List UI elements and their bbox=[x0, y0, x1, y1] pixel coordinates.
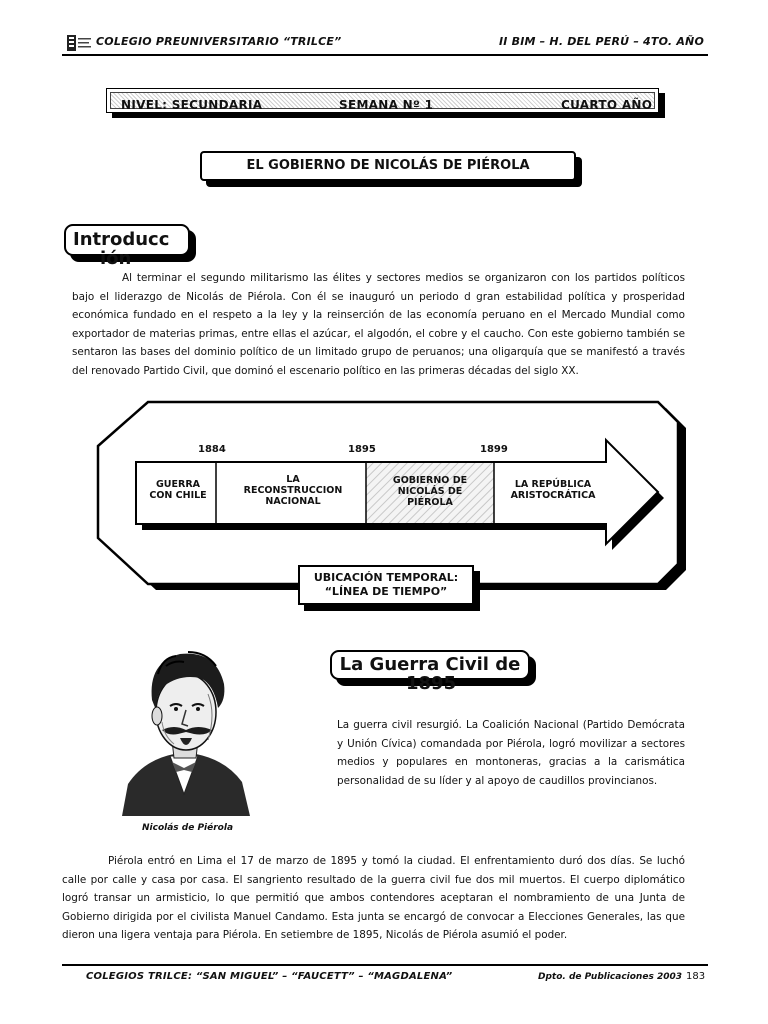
timeline-segment-guerra bbox=[138, 479, 218, 501]
segment-line: CON CHILE bbox=[149, 490, 207, 501]
guerra-heading: La Guerra Civil de bbox=[330, 650, 530, 680]
header-course-info: II BIM – H. DEL PERÚ – 4TO. AÑO bbox=[499, 35, 704, 48]
segment-line: RECONSTRUCCION bbox=[243, 485, 343, 496]
segment-line: NACIONAL bbox=[265, 496, 321, 507]
timeline-year-1899: 1899 bbox=[480, 444, 508, 455]
level-bar bbox=[106, 88, 659, 113]
timeline-year-1884: 1884 bbox=[198, 444, 226, 455]
segment-line: NICOLÁS DE bbox=[397, 486, 463, 497]
header-school-name: COLEGIO PREUNIVERSITARIO “TRILCE” bbox=[96, 35, 342, 48]
pierola-portrait bbox=[118, 644, 252, 816]
level-grado: CUARTO AÑO bbox=[561, 98, 653, 112]
timeline-segment-aristocratica bbox=[498, 479, 608, 501]
footer-schools: COLEGIOS TRILCE: “SAN MIGUEL” – “FAUCETT” – “MAGDALENA” bbox=[86, 971, 453, 982]
page-title: EL GOBIERNO DE NICOLÁS DE PIÉROLA bbox=[200, 151, 576, 181]
segment-line: ARISTOCRÁTICA bbox=[510, 490, 596, 501]
timeline-label-line1: UBICACIÓN TEMPORAL: bbox=[313, 571, 459, 584]
guerra-heading-overflow: 1895 bbox=[406, 673, 457, 694]
timeline-year-1895: 1895 bbox=[348, 444, 376, 455]
segment-line: LA REPÚBLICA bbox=[514, 479, 592, 490]
intro-paragraph: Al terminar el segundo militarismo las élites y sectores medios se organizaron con los partidos políticos bajo el liderazgo de Nicolás de Piérola. Con él se inauguró un periodo d gran estabilidad política y prosperidad económica fundado en el respeto a la ley y la reinserción de las economía peruano en el Mercado Mundial como exportador de materias primas, entre ellas el azúcar, el algodón, el cobre y el caucho. Con este gobierno también se sentaron las bases del dominio político de un limitado grupo de peruanos; una oligarquía que se manifestó a través del renovado Partido Civil, que dominó el escenario político en las primeras décadas del siglo XX. bbox=[72, 272, 685, 377]
timeline-label-line2: “LÍNEA DE TIEMPO” bbox=[324, 585, 448, 598]
header-divider bbox=[62, 54, 708, 56]
segment-line: LA bbox=[286, 474, 300, 485]
footer-department: Dpto. de Publicaciones 2003 bbox=[538, 972, 682, 982]
segment-line: PIÉROLA bbox=[407, 497, 453, 508]
intro-heading: Introducc bbox=[64, 224, 190, 256]
timeline-label bbox=[298, 565, 474, 605]
segment-line: GOBIERNO DE bbox=[392, 475, 468, 486]
level-semana: SEMANA Nº 1 bbox=[339, 98, 434, 112]
portrait-caption: Nicolás de Piérola bbox=[142, 823, 234, 833]
footer-divider bbox=[62, 964, 708, 966]
segment-line: GUERRA bbox=[156, 479, 200, 490]
level-nivel: NIVEL: SECUNDARIA bbox=[121, 98, 263, 112]
timeline-segment-reconstruccion bbox=[218, 474, 368, 507]
final-paragraph: Piérola entró en Lima el 17 de marzo de 1895 y tomó la ciudad. El enfrentamiento duró dos días. Se luchó calle por calle y casa por casa. El sangriento resultado de la guerra civil fue dos mil muertos. El cuerpo diplomático logró transar un armisticio, lo que permitió que ambos contendores aceptaran el nombramiento de una Junta de Gobierno dirigida por el civilista Manuel Candamo. Esta junta se encargó de convocar a Elecciones Generales, las que dieron una ligera ventaja para Piérola. En setiembre de 1895, Nicolás de Piérola asumió el poder. bbox=[62, 855, 685, 941]
trilce-logo-icon bbox=[66, 34, 92, 52]
intro-heading-overflow: ión bbox=[100, 248, 132, 269]
guerra-paragraph: La guerra civil resurgió. La Coalición Nacional (Partido Demócrata y Unión Cívica) comandada por Piérola, logró movilizar a sectores medios y populares en montoneras, gracias a la carismática personalidad de su líder y al apoyo de caudillos provincianos. bbox=[337, 719, 685, 787]
timeline-segment-pierola bbox=[366, 475, 494, 508]
level-bar-inner bbox=[110, 92, 655, 112]
page-number: 183 bbox=[686, 971, 706, 982]
